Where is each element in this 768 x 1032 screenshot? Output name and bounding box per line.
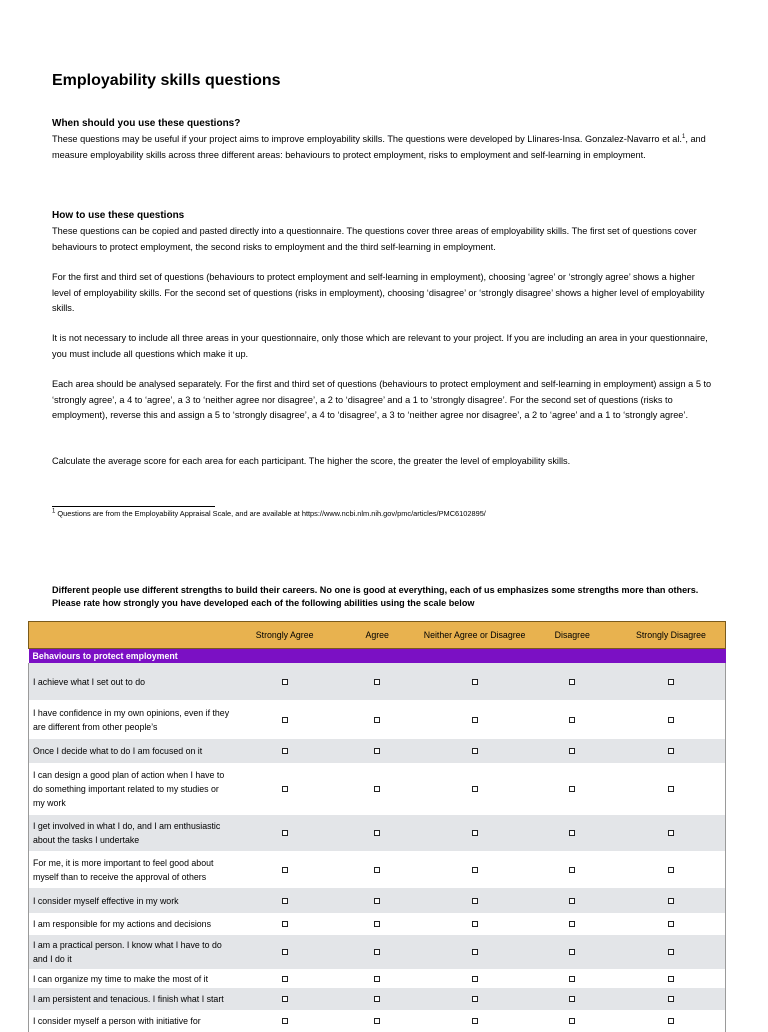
option-cell-disagree: [528, 988, 617, 1010]
option-cell-neither: [421, 969, 527, 988]
table-header-row: [29, 622, 726, 649]
option-cell-strongly-disagree: [617, 739, 726, 763]
rating-scale-table: [28, 621, 726, 1032]
question-text: I have confidence in my own opinions, even if they are different from other people’s: [29, 700, 237, 739]
question-text: I consider myself a person with initiative for: [29, 1010, 237, 1032]
question-text: For me, it is more important to feel good about myself than to receive the approval of others: [29, 851, 237, 888]
option-cell-strongly-agree: [236, 913, 333, 935]
option-cell-neither: [421, 935, 527, 969]
checkbox-icon[interactable]: [282, 679, 288, 685]
checkbox-icon[interactable]: [282, 921, 288, 927]
footnote-number: 1: [52, 508, 56, 515]
checkbox-icon[interactable]: [374, 717, 380, 723]
checkbox-icon[interactable]: [668, 898, 674, 904]
option-cell-strongly-agree: [236, 969, 333, 988]
checkbox-icon[interactable]: [668, 717, 674, 723]
footnote: [52, 509, 486, 518]
how-paragraph-5: Calculate the average score for each area for each participant. The higher the score, the greater the level of employability skills.: [52, 456, 571, 466]
how-paragraph-1: These questions can be copied and pasted directly into a questionnaire. The questions cover three areas of employability skills. The first set of questions cover behaviours to protect employment, the second risks to employment and the third self-learning in employment.: [52, 226, 697, 252]
option-strongly-agree-header: Strongly Agree: [236, 622, 333, 649]
question-text: I am a practical person. I know what I have to do and I do it: [29, 935, 237, 969]
when-paragraph: [52, 132, 712, 163]
checkbox-icon[interactable]: [282, 996, 288, 1002]
option-cell-strongly-disagree: [617, 913, 726, 935]
option-cell-neither: [421, 1010, 527, 1032]
checkbox-icon[interactable]: [472, 996, 478, 1002]
table-row: [29, 815, 726, 851]
checkbox-icon[interactable]: [569, 996, 575, 1002]
checkbox-icon[interactable]: [472, 976, 478, 982]
checkbox-icon[interactable]: [569, 717, 575, 723]
option-cell-agree: [333, 851, 422, 888]
option-cell-neither: [421, 888, 527, 913]
checkbox-icon[interactable]: [569, 679, 575, 685]
section-row: [29, 649, 726, 664]
option-cell-strongly-agree: [236, 888, 333, 913]
table-row: [29, 888, 726, 913]
checkbox-icon[interactable]: [569, 898, 575, 904]
when-text-after-ref: , and measure employability skills across three different areas: behaviours to protect employment, risks to employment and self-learning in employment.: [52, 134, 706, 160]
checkbox-icon[interactable]: [668, 867, 674, 873]
question-text: Once I decide what to do I am focused on it: [29, 739, 237, 763]
checkbox-icon[interactable]: [472, 867, 478, 873]
option-cell-strongly-disagree: [617, 969, 726, 988]
option-cell-agree: [333, 888, 422, 913]
option-cell-strongly-agree: [236, 851, 333, 888]
option-strongly-disagree-header: Strongly Disagree: [617, 622, 726, 649]
option-agree-header: Agree: [333, 622, 422, 649]
checkbox-icon[interactable]: [374, 748, 380, 754]
option-cell-agree: [333, 663, 422, 700]
question-text: I am persistent and tenacious. I finish what I start: [29, 988, 237, 1010]
option-cell-disagree: [528, 739, 617, 763]
section-title: Behaviours to protect employment: [29, 649, 726, 664]
table-row: [29, 988, 726, 1010]
option-cell-disagree: [528, 815, 617, 851]
option-cell-strongly-disagree: [617, 935, 726, 969]
checkbox-icon[interactable]: [374, 679, 380, 685]
checkbox-icon[interactable]: [374, 1018, 380, 1024]
option-cell-disagree: [528, 913, 617, 935]
option-cell-strongly-agree: [236, 739, 333, 763]
checkbox-icon[interactable]: [472, 949, 478, 955]
checkbox-icon[interactable]: [374, 996, 380, 1002]
checkbox-icon[interactable]: [668, 786, 674, 792]
checkbox-icon[interactable]: [282, 748, 288, 754]
option-cell-strongly-disagree: [617, 763, 726, 815]
option-cell-agree: [333, 935, 422, 969]
option-cell-strongly-agree: [236, 988, 333, 1010]
option-cell-neither: [421, 988, 527, 1010]
option-cell-agree: [333, 700, 422, 739]
checkbox-icon[interactable]: [569, 921, 575, 927]
question-text: I am responsible for my actions and decisions: [29, 913, 237, 935]
question-column-header: [29, 622, 237, 649]
option-cell-agree: [333, 1010, 422, 1032]
option-neither-header: Neither Agree or Disagree: [421, 622, 527, 649]
checkbox-icon[interactable]: [282, 1018, 288, 1024]
checkbox-icon[interactable]: [668, 996, 674, 1002]
checkbox-icon[interactable]: [569, 867, 575, 873]
question-text: I get involved in what I do, and I am enthusiastic about the tasks I undertake: [29, 815, 237, 851]
option-cell-agree: [333, 969, 422, 988]
option-cell-strongly-agree: [236, 815, 333, 851]
checkbox-icon[interactable]: [472, 748, 478, 754]
option-cell-agree: [333, 815, 422, 851]
table-row: [29, 763, 726, 815]
when-text-before-ref: These questions may be useful if your project aims to improve employability skills. The questions were developed by Llinares-Insa. Gonzalez-Navarro et al.: [52, 134, 682, 144]
checkbox-icon[interactable]: [569, 1018, 575, 1024]
option-cell-strongly-disagree: [617, 663, 726, 700]
checkbox-icon[interactable]: [282, 949, 288, 955]
option-cell-neither: [421, 763, 527, 815]
option-cell-neither: [421, 739, 527, 763]
checkbox-icon[interactable]: [374, 786, 380, 792]
checkbox-icon[interactable]: [282, 976, 288, 982]
checkbox-icon[interactable]: [472, 1018, 478, 1024]
checkbox-icon[interactable]: [374, 976, 380, 982]
option-cell-strongly-agree: [236, 700, 333, 739]
checkbox-icon[interactable]: [472, 786, 478, 792]
question-text: I consider myself effective in my work: [29, 888, 237, 913]
table-row: [29, 851, 726, 888]
checkbox-icon[interactable]: [668, 976, 674, 982]
checkbox-icon[interactable]: [569, 748, 575, 754]
option-cell-disagree: [528, 1010, 617, 1032]
option-cell-strongly-disagree: [617, 700, 726, 739]
option-cell-disagree: [528, 851, 617, 888]
option-cell-disagree: [528, 935, 617, 969]
option-cell-strongly-agree: [236, 763, 333, 815]
checkbox-icon[interactable]: [668, 679, 674, 685]
survey-intro-line-1: Different people use different strengths to build their careers. No one is good at everything, each of us emphasizes some strengths more than others.: [52, 585, 699, 595]
option-cell-agree: [333, 988, 422, 1010]
checkbox-icon[interactable]: [472, 830, 478, 836]
option-cell-disagree: [528, 888, 617, 913]
checkbox-icon[interactable]: [668, 921, 674, 927]
option-cell-agree: [333, 739, 422, 763]
checkbox-icon[interactable]: [472, 898, 478, 904]
page-title: Employability skills questions: [52, 72, 281, 89]
question-text: I can organize my time to make the most of it: [29, 969, 237, 988]
option-cell-neither: [421, 815, 527, 851]
table-row: [29, 700, 726, 739]
checkbox-icon[interactable]: [282, 898, 288, 904]
checkbox-icon[interactable]: [569, 786, 575, 792]
checkbox-icon[interactable]: [282, 786, 288, 792]
when-heading: When should you use these questions?: [52, 118, 241, 129]
option-cell-strongly-disagree: [617, 988, 726, 1010]
footnote-ref[interactable]: 1: [682, 133, 686, 140]
checkbox-icon[interactable]: [472, 717, 478, 723]
option-cell-agree: [333, 763, 422, 815]
checkbox-icon[interactable]: [472, 921, 478, 927]
table-row: [29, 935, 726, 969]
table-row: [29, 913, 726, 935]
option-disagree-header: Disagree: [528, 622, 617, 649]
option-cell-neither: [421, 851, 527, 888]
option-cell-strongly-agree: [236, 935, 333, 969]
table-row: [29, 739, 726, 763]
option-cell-disagree: [528, 969, 617, 988]
how-paragraph-4: Each area should be analysed separately. For the first and third set of questions (behaviours to protect employment and self-learning in employment) assign a 5 to ‘strongly agree’, a 4 to ‘agree’, a 3 to ‘neither agree nor disagree’, a 2 to ‘disagree’ and a 1 to ‘strongly disagree’. For the second set of questions (risks to employment), reverse this and assign a 5 to ‘strongly disagree’, a 4 to ‘disagree’, a 3 to ‘neither agree nor disagree’, a 2 to ‘agree’ and a 1 to ‘strongly agree’.: [52, 379, 712, 420]
option-cell-strongly-disagree: [617, 815, 726, 851]
option-cell-neither: [421, 700, 527, 739]
checkbox-icon[interactable]: [282, 830, 288, 836]
checkbox-icon[interactable]: [282, 717, 288, 723]
checkbox-icon[interactable]: [374, 867, 380, 873]
footnote-text: Questions are from the Employability Appraisal Scale, and are available at https://www.ncbi.nlm.nih.gov/pmc/articles/PMC6102895/: [55, 509, 486, 518]
table-row: [29, 1010, 726, 1032]
checkbox-icon[interactable]: [374, 898, 380, 904]
checkbox-icon[interactable]: [668, 748, 674, 754]
question-text: I can design a good plan of action when I have to do something important related to my studies or my work: [29, 763, 237, 815]
option-cell-disagree: [528, 763, 617, 815]
option-cell-neither: [421, 663, 527, 700]
survey-intro-line-2: Please rate how strongly you have developed each of the following abilities using the scale below: [52, 597, 475, 608]
how-paragraph-2: For the first and third set of questions (behaviours to protect employment and self-learning in employment), choosing ‘agree’ or ‘strongly agree’ shows a higher level of employability skills. For the second set of questions (risks in employment), choosing ‘disagree’ or ‘strongly disagree’ shows a higher level of employability skills.: [52, 272, 705, 313]
table-row: [29, 969, 726, 988]
checkbox-icon[interactable]: [374, 830, 380, 836]
checkbox-icon[interactable]: [569, 976, 575, 982]
option-cell-strongly-disagree: [617, 888, 726, 913]
checkbox-icon[interactable]: [282, 867, 288, 873]
option-cell-strongly-disagree: [617, 1010, 726, 1032]
option-cell-strongly-agree: [236, 663, 333, 700]
how-heading: How to use these questions: [52, 210, 185, 221]
checkbox-icon[interactable]: [668, 1018, 674, 1024]
option-cell-agree: [333, 913, 422, 935]
checkbox-icon[interactable]: [374, 949, 380, 955]
checkbox-icon[interactable]: [668, 949, 674, 955]
option-cell-disagree: [528, 663, 617, 700]
checkbox-icon[interactable]: [668, 830, 674, 836]
option-cell-strongly-agree: [236, 1010, 333, 1032]
table-row: [29, 663, 726, 700]
question-text: I achieve what I set out to do: [29, 663, 237, 700]
checkbox-icon[interactable]: [472, 679, 478, 685]
option-cell-disagree: [528, 700, 617, 739]
survey-intro: [52, 584, 732, 609]
checkbox-icon[interactable]: [374, 921, 380, 927]
checkbox-icon[interactable]: [569, 830, 575, 836]
checkbox-icon[interactable]: [569, 949, 575, 955]
option-cell-neither: [421, 913, 527, 935]
how-paragraph-3: It is not necessary to include all three areas in your questionnaire, only those which are relevant to your project. If you are including an area in your questionnaire, you must include all questions which make it up.: [52, 333, 708, 359]
option-cell-strongly-disagree: [617, 851, 726, 888]
footnote-divider: [52, 506, 215, 507]
